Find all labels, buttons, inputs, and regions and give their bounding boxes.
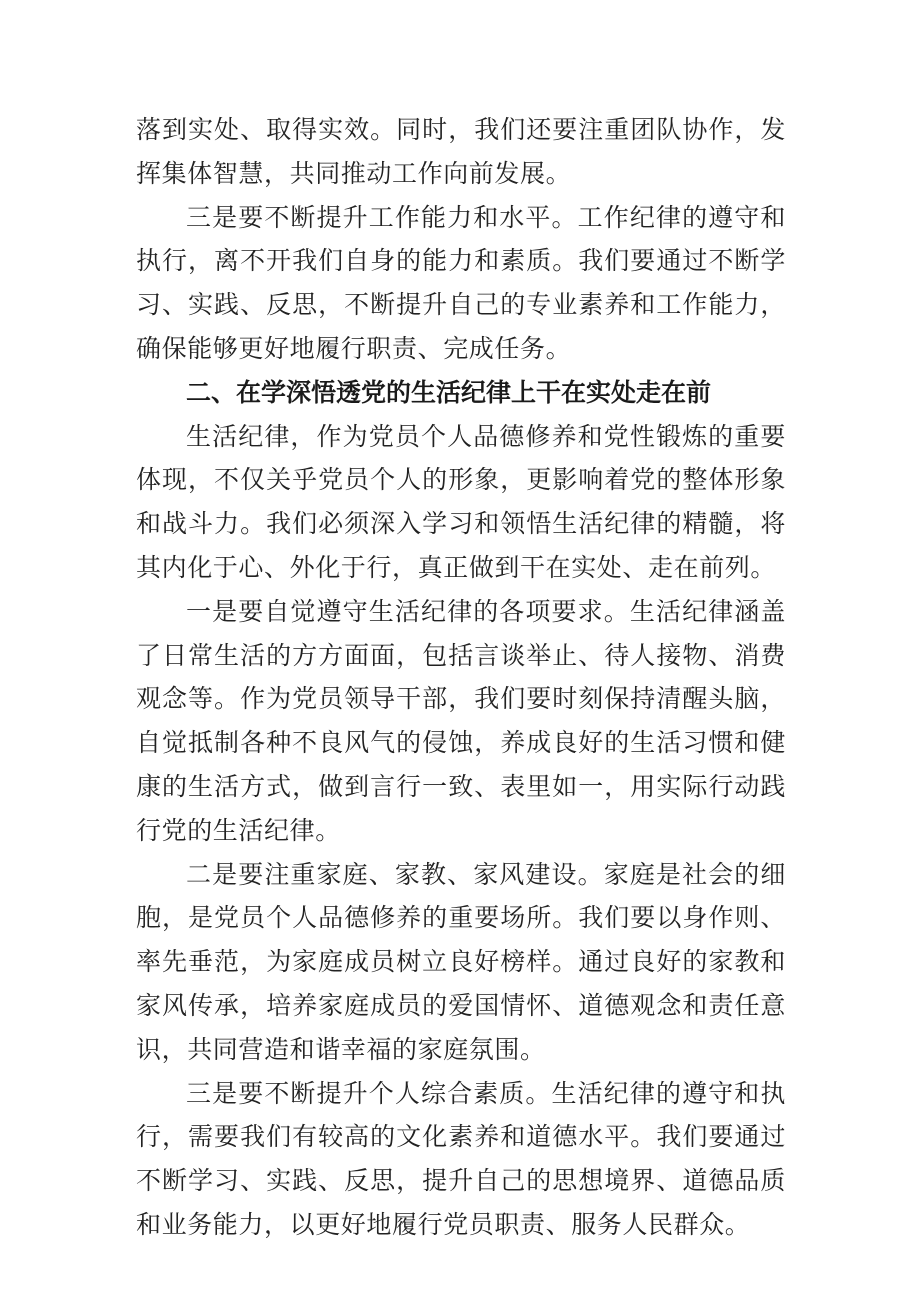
section-heading: 二、在学深悟透党的生活纪律上干在实处走在前 [186, 377, 712, 407]
paragraph-life-discipline-intro: 生活纪律，作为党员个人品德修养和党性锻炼的重要体现，不仅关乎党员个人的形象，更影响着党的整体形象和战斗力。我们必须深入学习和领悟生活纪律的精髓，将其内化于心、外化于行，真正做到干在实处、走在前列。 [136, 421, 786, 582]
paragraph-continuation: 落到实处、取得实效。同时，我们还要注重团队协作，发挥集体智慧，共同推动工作向前发展。 [136, 115, 786, 188]
paragraph-work-ability: 三是要不断提升工作能力和水平。工作纪律的遵守和执行，离不开我们自身的能力和素质。我们要通过不断学习、实践、反思，不断提升自己的专业素养和工作能力，确保能够更好地履行职责、完成任务。 [136, 202, 786, 363]
paragraph-point-two: 二是要注重家庭、家教、家风建设。家庭是社会的细胞，是党员个人品德修养的重要场所。我们要以身作则、率先垂范，为家庭成员树立良好榜样。通过良好的家教和家风传承，培养家庭成员的爱国情怀、道德观念和责任意识，共同营造和谐幸福的家庭氛围。 [136, 859, 786, 1064]
paragraph-point-one: 一是要自觉遵守生活纪律的各项要求。生活纪律涵盖了日常生活的方方面面，包括言谈举止、待人接物、消费观念等。作为党员领导干部，我们要时刻保持清醒头脑，自觉抵制各种不良风气的侵蚀，养成良好的生活习惯和健康的生活方式，做到言行一致、表里如一，用实际行动践行党的生活纪律。 [136, 596, 786, 845]
paragraph-point-three: 三是要不断提升个人综合素质。生活纪律的遵守和执行，需要我们有较高的文化素养和道德水平。我们要通过不断学习、实践、反思，提升自己的思想境界、道德品质和业务能力，以更好地履行党员职责、服务人民群众。 [136, 1078, 786, 1239]
document-body [136, 108, 786, 1247]
